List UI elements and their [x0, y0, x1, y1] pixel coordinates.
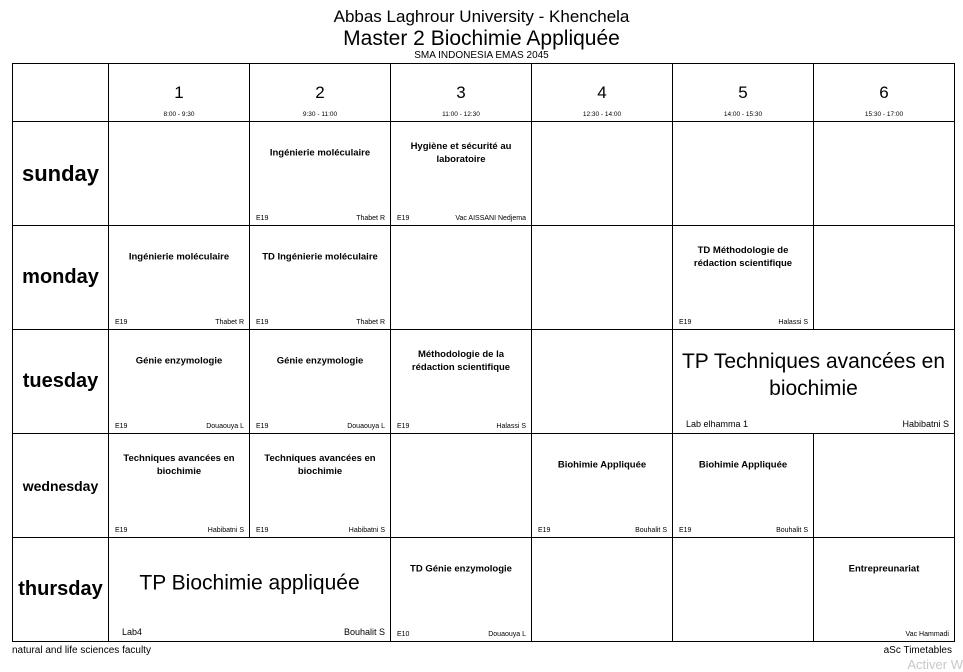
- day-name: monday: [22, 266, 99, 288]
- day-cell: [13, 122, 109, 226]
- day-name: wednesday: [22, 477, 99, 494]
- lesson-room: E19: [115, 423, 128, 430]
- empty-slot: [814, 122, 955, 226]
- lesson-room: E19: [256, 319, 269, 326]
- lesson-subject: Génie enzymologie: [276, 355, 364, 367]
- activation-watermark: Activer W: [907, 657, 963, 672]
- day-cell: [13, 226, 109, 330]
- day-cell: [13, 330, 109, 434]
- empty-slot: [532, 226, 673, 330]
- lesson-card[interactable]: [250, 330, 391, 434]
- period-header: [814, 64, 955, 122]
- lesson-card[interactable]: [109, 226, 250, 330]
- lesson-room: E19: [679, 527, 692, 534]
- lesson-card[interactable]: [250, 226, 391, 330]
- period-number: 3: [456, 83, 466, 102]
- period-time: 12:30 - 14:00: [582, 111, 622, 118]
- lesson-subject: Génie enzymologie: [135, 355, 223, 367]
- lesson-room: E19: [397, 423, 410, 430]
- lesson-card[interactable]: [673, 226, 814, 330]
- lesson-subject: Méthodologie de la rédaction scientifique: [411, 348, 511, 373]
- empty-slot: [391, 434, 532, 538]
- lesson-card[interactable]: [391, 330, 532, 434]
- period-number: 5: [738, 83, 748, 102]
- day-name: tuesday: [22, 370, 99, 392]
- lesson-subject: Techniques avancées en biochimie: [123, 452, 235, 477]
- period-header: [250, 64, 391, 122]
- period-header: [391, 64, 532, 122]
- empty-slot: [532, 330, 673, 434]
- period-header: [673, 64, 814, 122]
- day-cell: [13, 538, 109, 642]
- lesson-card[interactable]: [532, 434, 673, 538]
- lesson-teacher: Bouhalit S: [776, 527, 808, 534]
- program-title: Master 2 Biochimie Appliquée: [343, 27, 620, 50]
- period-time: 8:00 - 9:30: [163, 111, 195, 118]
- lesson-teacher: Thabet R: [215, 319, 244, 326]
- lesson-teacher: Douaouya L: [488, 631, 526, 638]
- timetable-grid: [12, 63, 955, 642]
- day-cell: [13, 434, 109, 538]
- lesson-subject: Biohimie Appliquée: [698, 459, 788, 471]
- lesson-card[interactable]: [109, 330, 250, 434]
- lesson-card[interactable]: [673, 434, 814, 538]
- lesson-subject: TD Ingénierie moléculaire: [262, 251, 378, 263]
- lesson-room: E19: [115, 527, 128, 534]
- lesson-card[interactable]: [814, 538, 955, 642]
- lesson-teacher: Douaouya L: [347, 423, 385, 430]
- lesson-subject: TD Méthodologie de rédaction scientifique: [693, 244, 793, 269]
- lesson-card[interactable]: [109, 434, 250, 538]
- period-time: 11:00 - 12:30: [442, 111, 480, 118]
- period-header-row: [13, 64, 955, 122]
- lesson-subject: Biohimie Appliquée: [557, 459, 647, 471]
- lesson-room: E19: [256, 423, 269, 430]
- lesson-room: E19: [256, 215, 269, 222]
- period-header: [109, 64, 250, 122]
- lesson-subject: Ingénierie moléculaire: [128, 251, 230, 263]
- lesson-teacher: Bouhalit S: [635, 527, 667, 534]
- lesson-room: E19: [538, 527, 551, 534]
- day-name: sunday: [21, 160, 100, 186]
- lesson-teacher: Habibatni S: [902, 419, 949, 429]
- lesson-subject: Entrepreunariat: [848, 563, 920, 575]
- lesson-card[interactable]: [391, 538, 532, 642]
- period-time: 15:30 - 17:00: [864, 111, 904, 118]
- lesson-subject: TD Génie enzymologie: [410, 563, 512, 575]
- lesson-room: E19: [115, 319, 128, 326]
- empty-slot: [814, 434, 955, 538]
- lesson-room: E19: [679, 319, 692, 326]
- period-header: [532, 64, 673, 122]
- faculty-footer: natural and life sciences faculty: [12, 645, 151, 656]
- lesson-card[interactable]: [250, 434, 391, 538]
- day-name: thursday: [18, 578, 103, 600]
- lesson-room: E19: [397, 215, 410, 222]
- program-subtitle: SMA INDONESIA EMAS 2045: [414, 50, 549, 61]
- lesson-card[interactable]: [391, 122, 532, 226]
- lesson-room: Lab elhamma 1: [686, 419, 749, 429]
- lesson-teacher: Vac AISSANI Nedjema: [455, 215, 526, 222]
- empty-slot: [532, 122, 673, 226]
- lesson-card[interactable]: [109, 538, 391, 642]
- university-name: Abbas Laghrour University - Khenchela: [333, 7, 630, 26]
- lesson-card[interactable]: [673, 330, 955, 434]
- corner-cell: [13, 64, 109, 122]
- lesson-teacher: Halassi S: [496, 423, 526, 430]
- empty-slot: [673, 122, 814, 226]
- period-number: 6: [879, 83, 889, 102]
- lesson-teacher: Thabet R: [356, 319, 385, 326]
- lesson-teacher: Vac Hammadi: [905, 631, 949, 638]
- day-row: [13, 330, 955, 434]
- lesson-teacher: Habibatni S: [207, 527, 244, 534]
- lesson-teacher: Thabet R: [356, 215, 385, 222]
- day-row: [13, 538, 955, 642]
- empty-slot: [814, 226, 955, 330]
- lesson-room: Lab4: [122, 627, 143, 637]
- day-row: [13, 434, 955, 538]
- lesson-teacher: Bouhalit S: [343, 627, 385, 637]
- lesson-room: E19: [256, 527, 269, 534]
- lesson-card[interactable]: [250, 122, 391, 226]
- lesson-subject: Ingénierie moléculaire: [269, 147, 371, 159]
- empty-slot: [532, 538, 673, 642]
- lesson-subject: Techniques avancées en biochimie: [264, 452, 376, 477]
- empty-slot: [391, 226, 532, 330]
- period-time: 14:00 - 15:30: [723, 111, 763, 118]
- lesson-room: E10: [397, 631, 410, 638]
- lesson-teacher: Halassi S: [778, 319, 808, 326]
- period-time: 9:30 - 11:00: [302, 111, 338, 118]
- lesson-subject: TP Techniques avancées en biochimie: [681, 350, 946, 401]
- period-number: 4: [597, 83, 607, 102]
- empty-slot: [109, 122, 250, 226]
- generator-footer: aSc Timetables: [883, 645, 952, 656]
- lesson-subject: TP Biochimie appliquée: [139, 571, 360, 595]
- lesson-teacher: Douaouya L: [206, 423, 244, 430]
- period-number: 1: [174, 83, 184, 102]
- period-number: 2: [315, 83, 325, 102]
- day-row: [13, 122, 955, 226]
- empty-slot: [673, 538, 814, 642]
- lesson-teacher: Habibatni S: [348, 527, 385, 534]
- day-row: [13, 226, 955, 330]
- lesson-subject: Hygiène et sécurité au laboratoire: [410, 140, 512, 165]
